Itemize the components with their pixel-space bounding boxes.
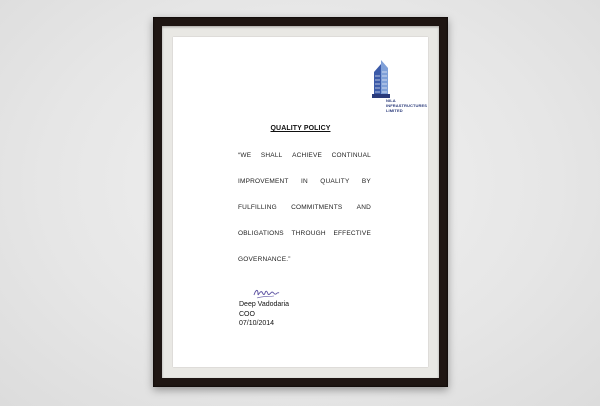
policy-line <box>238 230 371 238</box>
policy-word: IN <box>300 178 308 185</box>
certificate-paper <box>173 37 428 367</box>
logo-line-3: LIMITED <box>386 108 403 113</box>
policy-word: QUALITY <box>320 178 350 185</box>
signatory-role: COO <box>239 310 255 318</box>
policy-word: AND <box>356 204 371 211</box>
logo-wordmark <box>386 98 427 113</box>
policy-word: CONTINUAL <box>331 152 371 159</box>
logo-line-2: INFRASTRUCTURES <box>386 103 428 108</box>
building-logo-icon <box>372 58 392 98</box>
policy-line <box>238 204 371 212</box>
policy-line <box>238 152 371 160</box>
policy-word: GOVERNANCE.” <box>238 256 291 263</box>
policy-line <box>238 256 371 264</box>
frame-mat <box>162 26 439 378</box>
policy-word: EFFECTIVE <box>333 230 371 237</box>
policy-word: COMMITMENTS <box>291 204 343 211</box>
document-title: QUALITY POLICY <box>270 125 331 132</box>
signatory-name: Deep Vadodaria <box>239 301 290 308</box>
policy-word: OBLIGATIONS <box>238 230 284 237</box>
logo-line-1: NILA <box>386 98 396 103</box>
picture-frame <box>153 17 448 387</box>
policy-word: FULFILLING <box>238 204 277 211</box>
policy-word: BY <box>361 178 371 185</box>
policy-word: ACHIEVE <box>292 152 323 159</box>
policy-statement <box>238 152 371 282</box>
signature-icon <box>252 286 280 300</box>
document-date: 07/10/2014 <box>239 320 275 327</box>
signatory-block <box>239 300 289 329</box>
policy-word: IMPROVEMENT <box>238 178 289 185</box>
policy-line <box>238 178 371 186</box>
policy-word: “WE <box>238 152 252 159</box>
policy-word: SHALL <box>260 152 283 159</box>
policy-word: THROUGH <box>291 230 326 237</box>
company-logo <box>370 58 428 118</box>
